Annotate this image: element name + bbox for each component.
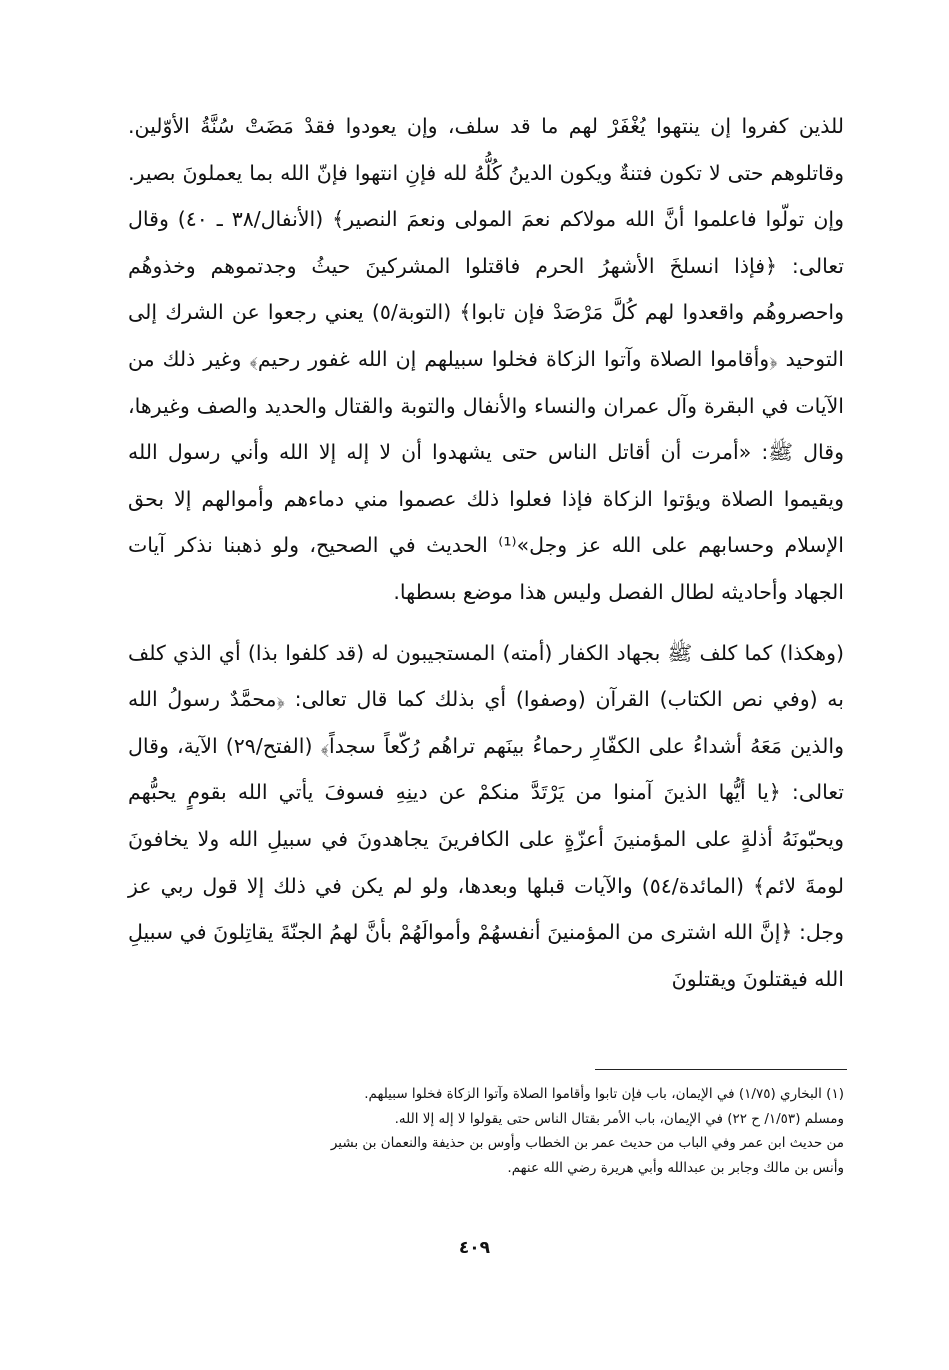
footnote-line-4: وأنس بن مالك وجابر بن عبدالله وأبي هريرة رضي الله عنهم. — [507, 1159, 844, 1176]
paragraph-1: للذين كفروا إن ينتهوا يُغْفَرْ لهم ما قد سلف، وإن يعودوا فقدْ مَضَتْ سُنَّةُ الأوّلين. وقاتلوهم حتى لا تكون فتنةٌ ويكون الدينُ كُلُّهُ لله فإنِ انتهوا فإنّ الله بما يعملونَ بصير. وإن تولّوا فاعلموا أنَّ الله مولاكم نعمَ المولى ونعمَ النصير﴾ (الأنفال/٣٨ ـ ٤٠) وقال تعالى: ﴿فإذا انسلخَ الأشهرُ الحرم فاقتلوا المشركينَ حيثُ وجدتموهم وخذوهُم واحصروهُم واقعدوا لهم كُلَّ مَرْصَدْ فإن تابوا﴾ (التوبة/٥) يعني رجعوا عن الشرك إلى التوحيد ﴿وأقاموا الصلاة وآتوا الزكاة فخلوا سبيلهم إن الله غفور رحيم﴾ وغير ذلك من الآيات في البقرة وآل عمران والنساء والأنفال والتوبة والقتال والحديد والصف وغيرها، وقال ﷺ: «أمرت أن أقاتل الناس حتى يشهدوا أن لا إله إلا الله وأني رسول الله ويقيموا الصلاة ويؤتوا الزكاة فإذا فعلوا ذلك عصموا مني دماءهم وأموالهم إلا بحق الإسلام وحسابهم على الله عز وجل»⁽¹⁾ الحديث في الصحيح، ولو ذهبنا نذكر آيات الجهاد وأحاديثه لطال الفصل وليس هذا موضع بسطها. — [128, 114, 844, 604]
footnote-separator — [595, 1069, 847, 1070]
main-text-body — [128, 103, 844, 1002]
footnote-line-2: ومسلم (١/٥٣/ ح ٢٢) في الإيمان، باب الأمر بقتال الناس حتى يقولوا لا إله إلا الله. — [394, 1110, 844, 1127]
footnote-line-1: (١) البخاري (١/٧٥) في الإيمان، باب فإن تابوا وأقاموا الصلاة وآتوا الزكاة فخلوا سبيلهم. — [364, 1086, 844, 1102]
paragraph-2: (وهكذا) كما كلف ﷺ بجهاد الكفار (أمته) المستجيبون له (قد كلفوا بذا) أي الذي كلف به (وفي نص الكتاب) القرآن (وصفوا) أي بذلك كما قال تعالى: ﴿محمَّدٌ رسولُ الله والذين مَعَهُ أشداءُ على الكفّارِ رحماءُ بينَهم تراهُم رُكّعاً سجداً﴾ (الفتح/٢٩) الآية، وقال تعالى: ﴿يا أيُّها الذينَ آمنوا من يَرْتَدَّ منكمْ عن دينِهِ فسوفَ يأتي الله بقومٍ يحبُّهم ويحبّونَهُ أذلةٍ على المؤمنينَ أعزّةٍ على الكافرينَ يجاهدونَ في سبيلِ الله ولا يخافونَ لومةَ لائم﴾ (المائدة/٥٤) والآيات قبلها وبعدها، ولو لم يكن في ذلك إلا قول ربي عز وجل: ﴿إنَّ الله اشترى من المؤمنينَ أنفسهُمْ وأموالَهُمْ بأنَّ لهمُ الجنّةَ يقاتِلونَ في سبيلِ الله فيقتلونَ ويقتلونَ — [128, 640, 844, 991]
footnote-line-3: من حديث ابن عمر وفي الباب من حديث عمر بن الخطاب وأوس بن حذيفة والنعمان بن بشير — [330, 1135, 844, 1151]
footnotes — [118, 1082, 844, 1180]
page-number: ٤٠٩ — [458, 1238, 491, 1258]
